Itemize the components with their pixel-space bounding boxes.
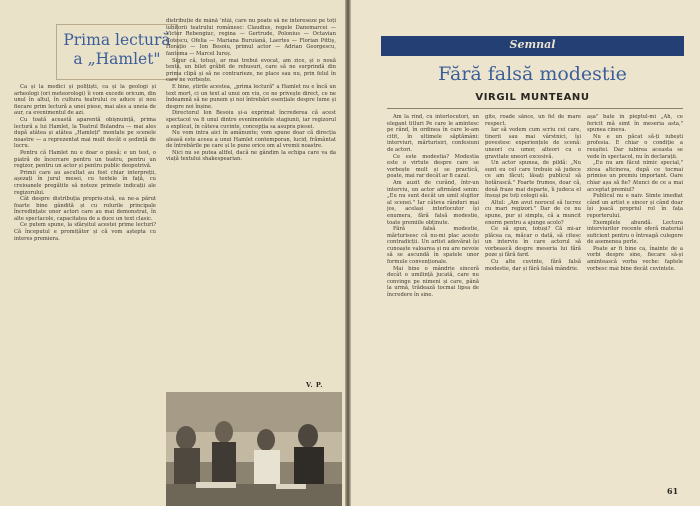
paragraph: Directorul Ion Besoiu și-a exprimat încrederea că acest spectacol va fi unul dintre evenimentele stagiunii, iar regizorul a explicat, în câteva cuvinte, concepția sa asupra piesei. — [166, 110, 336, 130]
photo-illustration — [166, 392, 342, 506]
paragraph: „Eu nu am făcut nimic special," zicea altcineva, după ce tocmai primise un premiu important. Oare chiar așa să fie? Atunci de ce a mai acceptat premiul? — [587, 160, 683, 193]
article-column-2 — [485, 114, 581, 494]
page-number: 61 — [667, 486, 679, 496]
paragraph: gite, roade sănce, un fel de mare respect. — [485, 114, 581, 127]
rehearsal-photo — [166, 392, 342, 506]
article-column-2 — [166, 18, 336, 378]
article-column-3 — [587, 114, 683, 482]
section-label: Semnal — [509, 38, 556, 51]
paragraph: Iar să vedem cum scriu cei care, tinerii sau mai vârstnici, își povestesc experiențele de scenă: uneori cu umor, alteori cu o gravitate uneori excesivă. — [485, 127, 581, 160]
paragraph: Pentru că Hamlet nu e doar o piesă; e un test, o piatră de încercare pentru un teatru, pentru un regizor, pentru un actor și pentru public deopotrivă. — [14, 149, 156, 170]
right-page — [351, 0, 700, 506]
paragraph: Cu toată această aparentă obișnuință, prima lectură a lui Hamlet, la Teatrul Bulandra — mai ales după atâtea și atâtea „Hamleți" montate pe scenele noastre — a reprezentat mai mult decât o ședință de lucru. — [14, 116, 156, 150]
paragraph: Cât despre distribuția propriu-zisă, ea ne-a părut foarte bine gândită și cu rolurile principale încredințate unor actori care au mai demonstrat, în alte spectacole, capacitatea de a duce un text clasic. — [14, 196, 156, 222]
paragraph: Un actor spunea, de pildă: „Nu sunt eu cel care trebuie să judece ce am făcut; lăsați publicul să hotărască." Foarte frumos, doar că, două fraze mai departe, îi judeca el însuși pe toți colegii săi. — [485, 160, 581, 200]
author-signature: V. P. — [306, 381, 324, 389]
section-header-bar — [381, 36, 684, 56]
paragraph: Nici nu se putea altfel, dacă ne gândim la echipa care va da viață textului shakespearian. — [166, 149, 336, 163]
paragraph: Ca și la medici și polițiști, ca și la geologi și arheologi (ori meteorologi) îi vom excede oricum, din unul în altul, în cultura teatrului ce aduce și nou fiecare prim lectură a unei piese, mai ales a uneia de aur, ca evenimentul de azi. — [14, 84, 156, 117]
paragraph: Publicul nu e naiv. Simte imediat când un artist e sincer și când doar își joacă propriul rol în fața reporterului. — [587, 193, 683, 219]
paragraph: Sigur că, totuși, ar mai trebui evocat, am zice, și o nouă tentă, un bilet grăbit de rebusuri, care să ne surprindă din prima clipă și să ne contrarieze, ne place sau nu, prin felul în care ne vorbește. — [166, 57, 336, 84]
paragraph: E bine, știrile acestea, „prima lectură" a Hamlet nu e încă un text mort, ci un text al unui om viu, ce ne privește direct, ce ne îndeamnă să ne punem și noi întrebări esențiale despre lume și despre noi înșine. — [166, 83, 336, 110]
article-author: VIRGIL MUNTEANU — [475, 92, 590, 103]
paragraph: Ce să spun, totuși? Că mi-ar plăcea ca, măcar o dată, să citesc un interviu în care actorul să vorbească despre meseria lui fără poze și fără fard. — [485, 226, 581, 259]
paragraph: Cu alte cuvinte, fără falsă modestie, dar și fără falsă mândrie. — [485, 259, 581, 272]
paragraph: Poate ar fi bine ca, înainte de a vorbi despre sine, fiecare să-și amintească vorba veche: faptele vorbesc mai bine decât cuvintele. — [587, 245, 683, 272]
paragraph: Am auzit de curând, într-un interviu, un actor afirmând senin: „Eu nu sunt decât un umil slujitor al scenei." Iar câteva rânduri mai jos, același interlocutor își enumera, fără falsă modestie, toate premiile obținute. — [387, 179, 479, 226]
paragraph: Nu e un păcat să-ți iubești profesia. E chiar o condiție a reușitei. Dar iubirea aceasta se vede în spectacol, nu în declarații. — [587, 133, 683, 160]
article-column-1 — [14, 84, 156, 500]
paragraph: Ce este modestia? Modestia este o virtute despre care se vorbește mult și se practică, poate, mai rar decât ar fi cazul. — [387, 153, 479, 180]
article-title: Prima lectură a „Hamlet" — [63, 31, 171, 68]
article-title-box — [56, 24, 178, 80]
paragraph: Am la rînd, cu interlocutori, un elegant titluri Pe care le amintesc pe rând, în ordinea în care le-am citit, în ultimele săptămâni: interviuri, mărturisiri, confesiuni de actori. — [387, 114, 479, 153]
paragraph: Fără falsă modestie, mărturisesc că nu-mi plac aceste contradicții. Un artist adevărat își cunoaște valoarea și nu are nevoie să se ascundă în spatele unor formule convenționale. — [387, 226, 479, 266]
paragraph: Primii care au ascultat au fost chiar interpreții, așezați în jurul mesei, cu textele în față, cu creioanele pregătite să noteze primele indicații ale regizorului. — [14, 169, 156, 196]
article-column-1 — [387, 114, 479, 494]
paragraph: distribuție de mână ’ntâi, care nu poate să ne intereseze pe toți iubitorii teatrului românesc: Claudius, regele Danemarcei — Victor Rebengiuc, regina — Gertrude, Polonius — Octavian Cotescu, Ofelia — Mariana Buruiană, Laertes — Florian Pittiș, Horațio — Ion Besoiu, primul actor — Adrian Georgescu, fantoma — Marcel Iureș. — [166, 18, 336, 57]
paragraph: Altul: „Am avut norocul să lucrez cu mari regizori." Dar de ce nu spune, pur și simplu, că a muncit enorm pentru a ajunge acolo? — [485, 199, 581, 226]
divider — [387, 108, 683, 109]
paragraph: Ce putem spune, la sfârșitul acestei prime lecturi? Că începutul e promițător și că vom aștepta cu interes premiera. — [14, 222, 156, 242]
paragraph: Nu vom intra aici în amănunte; vom spune doar că direcția aleasă este aceea a unui Hamlet contemporan, lucid, frământat de întrebările pe care și le pune orice om al vremii noastre. — [166, 130, 336, 150]
paragraph: așa" bate în pieptul-mi „Ah, ce fericit mă simt în meseria asta," spunea cineva. — [587, 114, 683, 134]
left-page — [0, 0, 345, 506]
article-title: Fără falsă modestie — [438, 63, 627, 85]
paragraph: Mai bine o mândrie sinceră decât o umilință jucată, care nu convinge pe nimeni și care, până la urmă, trădează tocmai lipsa de încredere în sine. — [387, 265, 479, 299]
paragraph: Exemplele abundă. Lectura interviurilor recente oferă material suficient pentru o întreagă culegere de asemenea perle. — [587, 219, 683, 246]
